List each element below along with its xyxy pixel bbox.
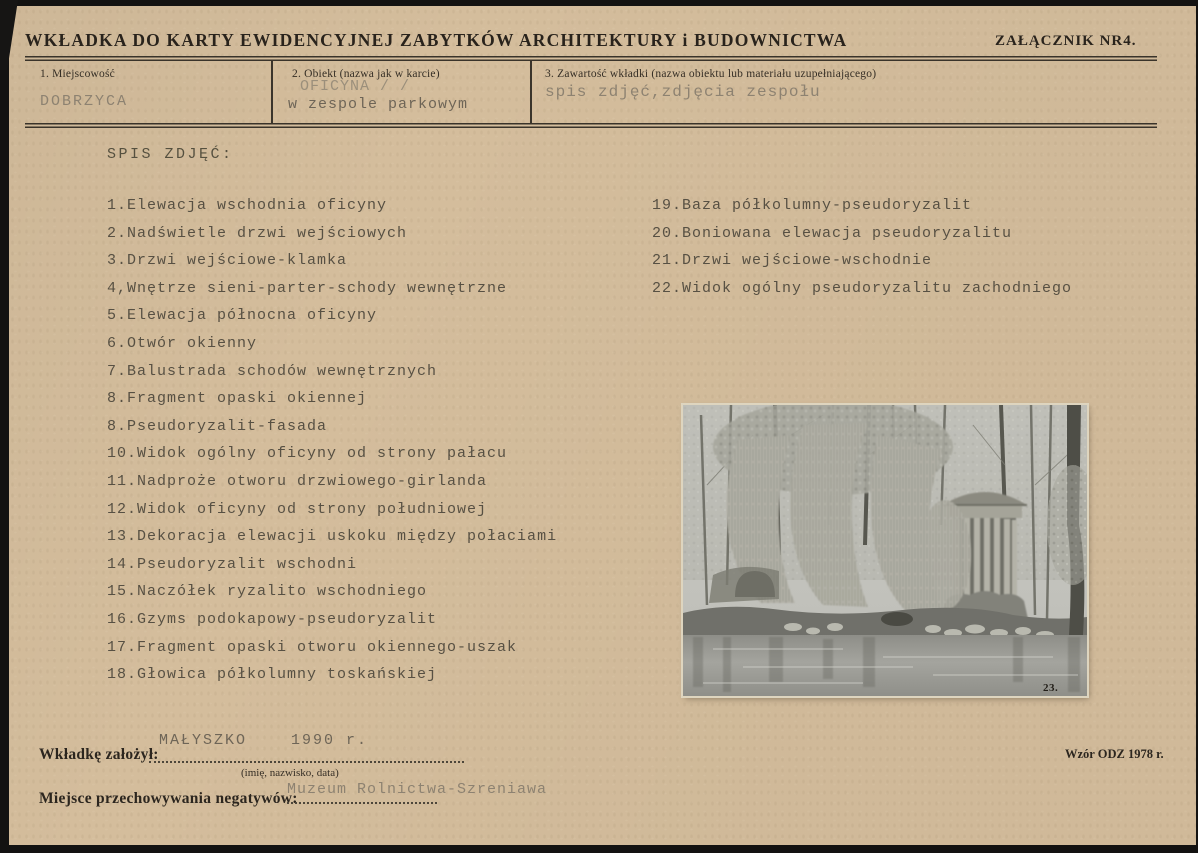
form-code: Wzór ODZ 1978 r. [1065, 747, 1164, 761]
field-contents-label: 3. Zawartość wkładki (nazwa obiektu lub materiału uzupełniającego) [545, 68, 877, 80]
negatives-label: Miejsce przechowywania negatywów: [39, 790, 298, 807]
photo-number: 23. [1043, 682, 1059, 694]
founder-hint: (imię, nazwisko, data) [241, 767, 339, 779]
founder-value: MAŁYSZKO 1990 r. [159, 732, 369, 749]
attachment-number: ZAŁĄCZNIK NR4. [995, 33, 1137, 49]
list-item: 14.Pseudoryzalit wschodni [107, 555, 358, 573]
list-item: 8.Pseudoryzalit-fasada [107, 417, 328, 435]
photo-list-right [652, 192, 1072, 302]
field-object-value-line1: OFICYNA / / [300, 78, 411, 95]
list-item: 8.Fragment opaski okiennej [107, 390, 368, 408]
list-item: 19.Baza półkolumny-pseudoryzalit [652, 197, 973, 214]
list-item: 15.Naczółek ryzalito wschodniego [107, 583, 428, 601]
record-card [9, 6, 1196, 845]
fields-divider-2 [530, 61, 532, 123]
field-locality-value: DOBRZYCA [40, 93, 129, 110]
negatives-value: Muzeum Rolnictwa-Szreniawa [287, 781, 548, 798]
list-item: 4,Wnętrze sieni-parter-schody wewnętrzne [107, 279, 508, 297]
photo-list-heading: SPIS ZDJĘĆ: [107, 146, 234, 163]
field-contents-value: spis zdjęć,zdjęcia zespołu [545, 83, 821, 101]
fields-divider-1 [271, 61, 273, 123]
page-title: WKŁADKA DO KARTY EWIDENCYJNEJ ZABYTKÓW ARCHITEKTURY i BUDOWNICTWA [25, 30, 848, 50]
list-item: 13.Dekoracja elewacji uskoku między połaciami [107, 528, 558, 546]
scan-edge-artifact [0, 0, 18, 70]
list-item: 5.Elewacja północna oficyny [107, 307, 378, 325]
field-locality-label: 1. Miejscowość [40, 68, 115, 80]
photo-list-left [107, 192, 557, 689]
field-object-value-line2: w zespole parkowym [288, 96, 469, 113]
list-item: 3.Drzwi wejściowe-klamka [107, 252, 348, 270]
list-item: 2.Nadświetle drzwi wejściowych [107, 224, 408, 242]
negatives-line [287, 802, 437, 804]
park-photo-illustration [683, 405, 1087, 696]
field-object-label: 2. Obiekt (nazwa jak w karcie) [292, 68, 440, 80]
list-item: 10.Widok ogólny oficyny od strony pałacu [107, 445, 508, 463]
list-item: 12.Widok oficyny od strony południowej [107, 500, 488, 518]
list-item: 11.Nadproże otworu drzwiowego-girlanda [107, 472, 488, 490]
fields-bottom-rule [25, 123, 1157, 128]
list-item: 16.Gzyms podokapowy-pseudoryzalit [107, 610, 438, 628]
list-item: 21.Drzwi wejściowe-wschodnie [652, 252, 933, 270]
list-item: 17.Fragment opaski otworu okiennego-uszak [107, 638, 518, 656]
list-item: 6.Otwór okienny [107, 334, 258, 352]
list-item: 20.Boniowana elewacja pseudoryzalitu [652, 224, 1013, 242]
list-item: 18.Głowica półkolumny toskańskiej [107, 666, 438, 684]
list-item: 1.Elewacja wschodnia oficyny [107, 197, 388, 214]
founder-label: Wkładkę założył: [39, 746, 159, 763]
list-item: 22.Widok ogólny pseudoryzalitu zachodniego [652, 279, 1073, 297]
header-rule [25, 56, 1157, 61]
park-photo [683, 405, 1087, 696]
signature-line [149, 761, 464, 763]
list-item: 7.Balustrada schodów wewnętrznych [107, 362, 438, 380]
